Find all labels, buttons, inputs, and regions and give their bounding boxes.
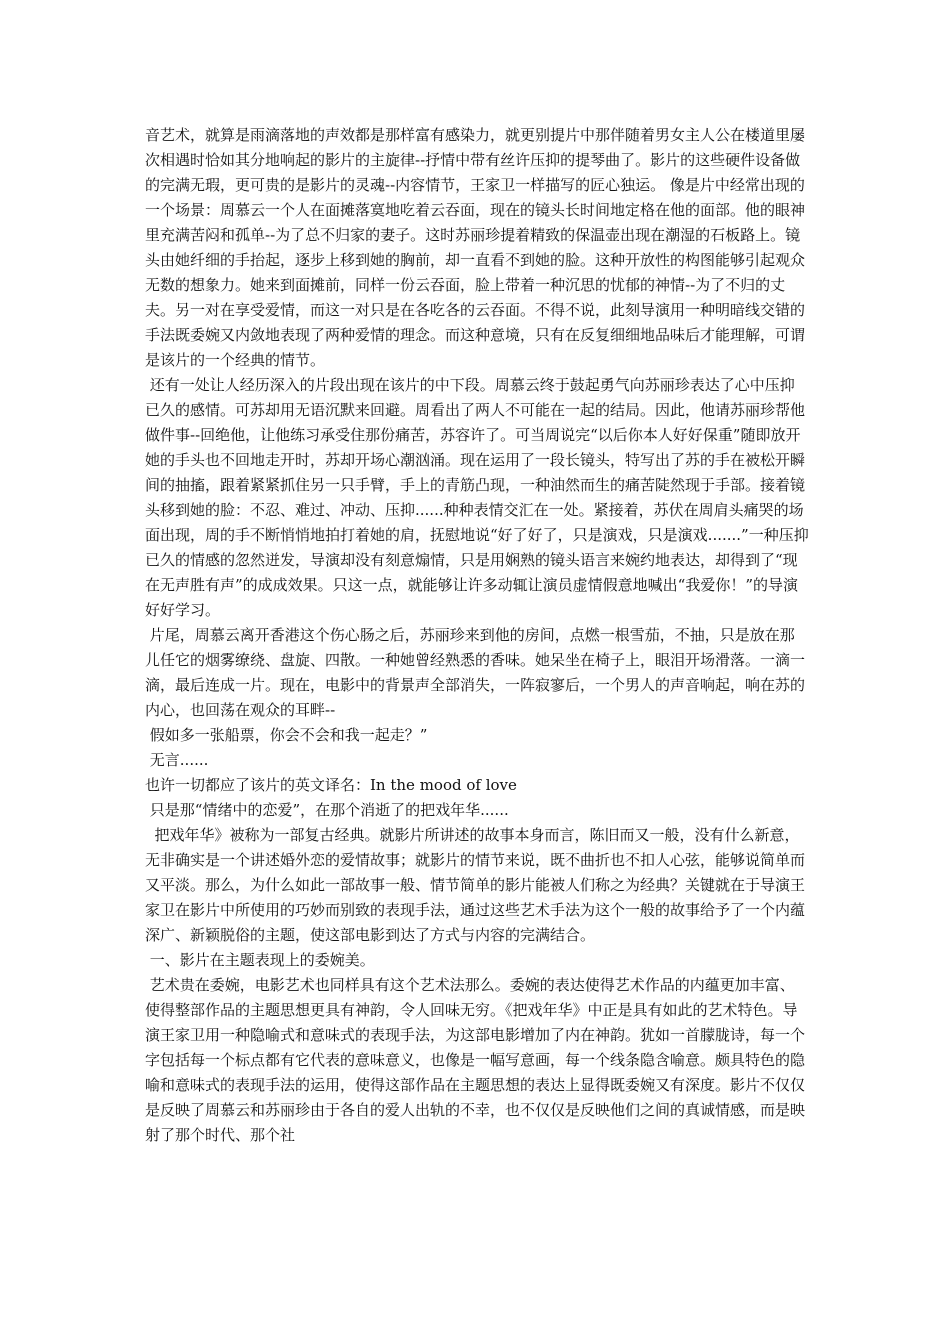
article-body — [145, 123, 809, 1148]
paragraph-4: 假如多一张船票，你会不会和我一起走？” — [145, 726, 428, 744]
paragraph-7: 只是那“情绪中的恋爱”，在那个消逝了的把戏年华...... — [145, 801, 509, 819]
paragraph-1: 音艺术，就算是雨滴落地的声效都是那样富有感染力，就更别提片中那伴随着男女主人公在楼道里屡次相遇时恰如其分地响起的影片的主旋律--抒情中带有丝许压抑的提琴曲了。影片的这些硬件设备做的完满无瑕，更可贵的是影片的灵魂--内容情节，王家卫一样描写的匠心独运。 像是片中经常出现的一个场景：周慕云一个人在面摊落寞地吃着云吞面，现在的镜头长时间地定格在他的面部。他的眼神里充满苦闷和孤单--为了总不归家的妻子。这时苏丽珍提着精致的保温壶出现在潮湿的石板路上。镜头由她纤细的手抬起，逐步上移到她的胸前，却一直看不到她的脸。这种开放性的构图能够引起观众无数的想象力。她来到面摊前，同样一份云吞面，脸上带着一种沉思的忧郁的神情--为了不归的丈夫。另一对在享受爱情，而这一对只是在各吃各的云吞面。不得不说，此刻导演用一种明暗线交错的手法既委婉又内敛地表现了两种爱情的理念。而这种意境，只有在反复细细地品味后才能理解，可谓是该片的一个经典的情节。 — [145, 126, 806, 369]
paragraph-8: 把戏年华》被称为一部复古经典。就影片所讲述的故事本身而言，陈旧而又一般，没有什么新意，无非确实是一个讲述婚外恋的爱情故事；就影片的情节来说，既不曲折也不扣人心弦，能够说简单而又平淡。那么，为什么如此一部故事一般、情节简单的影片能被人们称之为经典？关键就在于导演王家卫在影片中所使用的巧妙而别致的表现手法，通过这些艺术手法为这个一般的故事给予了一个内蕴深广、新颖脱俗的主题，使这部电影到达了方式与内容的完满结合。 — [145, 826, 806, 944]
paragraph-2: 还有一处让人经历深入的片段出现在该片的中下段。周慕云终于鼓起勇气向苏丽珍表达了心中压抑已久的感情。可苏却用无语沉默来回避。周看出了两人不可能在一起的结局。因此，他请苏丽珍帮他做件事--回绝他，让他练习承受住那份痛苦，苏容许了。可当周说完“以后你本人好好保重”随即放开她的手头也不回地走开时，苏却开场心潮汹涌。现在运用了一段长镜头，特写出了苏的手在被松开瞬间的抽搐，跟着紧紧抓住另一只手臂，手上的青筋凸现，一种油然而生的痛苦陡然现于手部。接着镜头移到她的脸：不忍、难过、冲动、压抑......种种表情交汇在一处。紧接着，苏伏在周肩头痛哭的场面出现，周的手不断悄悄地拍打着她的肩，抚慰地说“好了好了，只是演戏，只是演戏.......”一种压抑已久的情感的忽然迸发，导演却没有刻意煽情，只是用娴熟的镜头语言来婉约地表达，却得到了“现在无声胜有声”的成成效果。只这一点，就能够让许多动辄让演员虚情假意地喊出“我爱你！”的导演好好学习。 — [145, 376, 809, 619]
paragraph-5: 无言...... — [145, 751, 209, 769]
paragraph-6: 也许一切都应了该片的英文译名：In the mood of love — [145, 776, 517, 794]
paragraph-9: 艺术贵在委婉，电影艺术也同样具有这个艺术法那么。委婉的表达使得艺术作品的内蕴更加丰富、使得整部作品的主题思想更具有神韵，令人回味无穷。《把戏年华》中正是具有如此的艺术特色。导演王家卫用一种隐喻式和意味式的表现手法，为这部电影增加了内在神韵。犹如一首朦胧诗，每一个字包括每一个标点都有它代表的意味意义，也像是一幅写意画，每一个线条隐含喻意。颇具特色的隐喻和意味式的表现手法的运用，使得这部作品在主题思想的表达上显得既委婉又有深度。影片不仅仅是反映了周慕云和苏丽珍由于各自的爱人出轨的不幸，也不仅仅是反映他们之间的真诚情感，而是映射了那个时代、那个社 — [145, 976, 806, 1144]
paragraph-3: 片尾，周慕云离开香港这个伤心肠之后，苏丽珍来到他的房间，点燃一根雪茄，不抽，只是放在那儿任它的烟雾缭绕、盘旋、四散。一种她曾经熟悉的香味。她呆坐在椅子上，眼泪开场滑落。一滴一滴，最后连成一片。现在，电影中的背景声全部消失，一阵寂寥后，一个男人的声音响起，响在苏的内心，也回荡在观众的耳畔-- — [145, 626, 806, 719]
section-heading: 一、影片在主题表现上的委婉美。 — [145, 951, 375, 969]
